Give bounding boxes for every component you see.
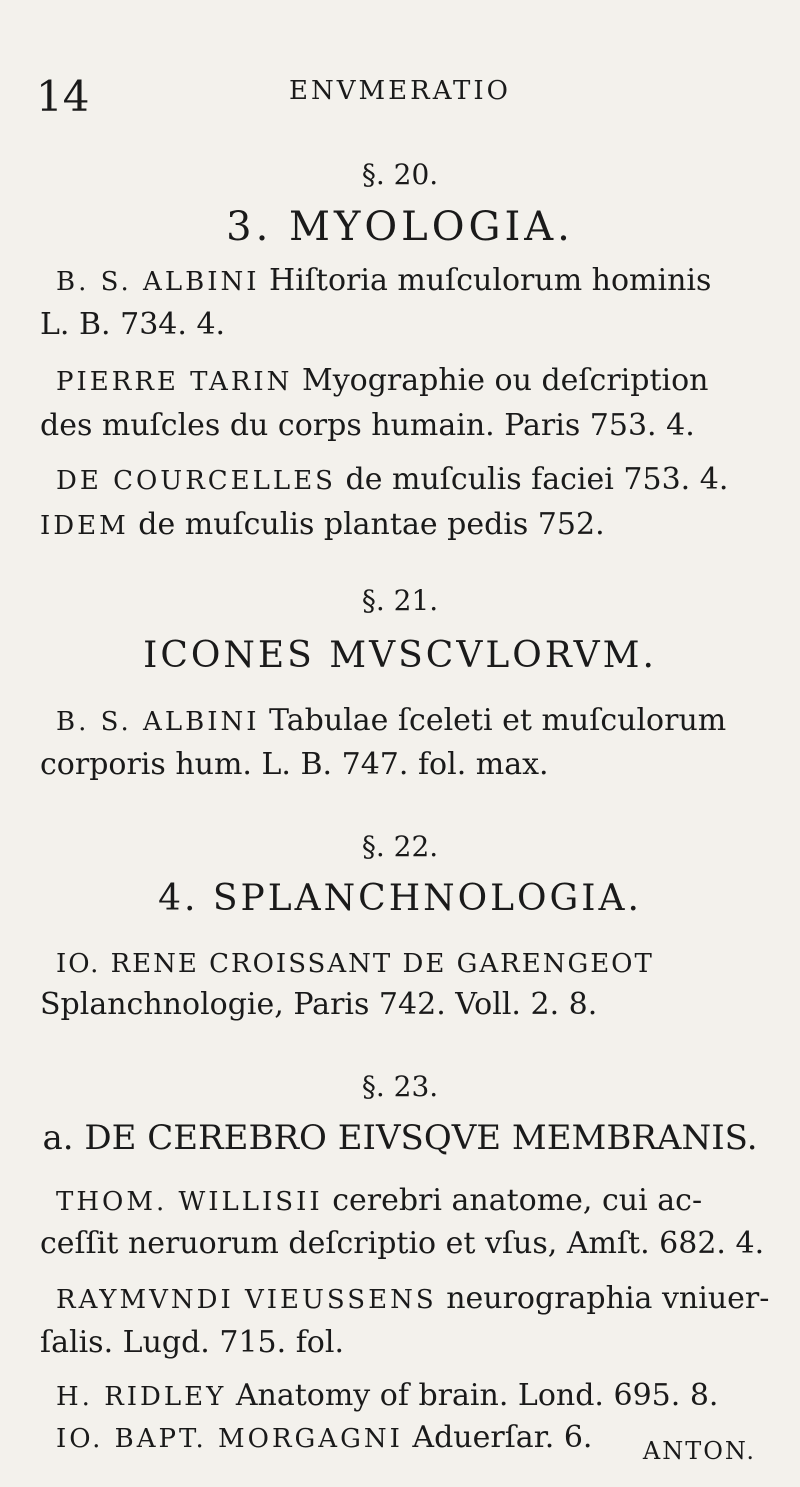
entry-continuation: corporis hum. L. B. 747. fol. max. — [40, 747, 549, 782]
entry-text: Anatomy of brain. Lond. 695. 8. — [235, 1378, 719, 1413]
entry-continuation: ſalis. Lugd. 715. fol. — [40, 1325, 344, 1360]
entry-courcelles — [56, 462, 728, 497]
entry-garengeot-author — [56, 945, 654, 980]
entry-text: Tabulae ſceleti et muſculorum — [269, 703, 727, 738]
entry-albini-tabulae — [56, 703, 726, 738]
entry-author: IO. RENE CROISSANT DE GARENGEOT — [56, 949, 654, 979]
entry-text: de muſculis faciei 753. 4. — [345, 462, 729, 497]
entry-author: RAYMVNDI VIEUSSENS — [56, 1285, 437, 1315]
running-title: ENVMERATIO — [289, 76, 511, 106]
section-title-icones: ICONES MVSCVLORVM. — [143, 635, 657, 676]
entry-morgagni — [56, 1420, 592, 1455]
catchword: ANTON. — [642, 1437, 756, 1465]
entry-author: IDEM — [40, 511, 129, 541]
entry-author: H. RIDLEY — [56, 1382, 227, 1412]
entry-continuation: ceſſit neruorum deſcriptio et vſus, Amſt. 682. 4. — [40, 1226, 765, 1261]
section-title-cerebro: a. DE CEREBRO EIVSQVE MEMBRANIS. — [42, 1118, 758, 1158]
section-mark-20: §. 20. — [361, 158, 439, 191]
entry-tarin — [56, 363, 709, 398]
entry-author: B. S. ALBINI — [56, 707, 260, 737]
entry-continuation: L. B. 734. 4. — [40, 307, 226, 342]
entry-text: neurographia vniuer- — [446, 1281, 770, 1316]
entry-albini-historia — [56, 263, 711, 298]
entry-idem — [40, 507, 605, 542]
section-mark-22: §. 22. — [361, 830, 439, 863]
entry-text: de muſculis plantae pedis 752. — [138, 507, 605, 542]
entry-author: B. S. ALBINI — [56, 267, 260, 297]
entry-willisii — [56, 1183, 702, 1218]
section-mark-23: §. 23. — [361, 1070, 439, 1103]
entry-author: PIERRE TARIN — [56, 367, 293, 397]
entry-text: Myographie ou deſcription — [301, 363, 709, 398]
entry-author: IO. BAPT. MORGAGNI — [56, 1424, 403, 1454]
section-title-myologia: 3. MYOLOGIA. — [226, 204, 574, 250]
entry-vieussens — [56, 1281, 769, 1316]
entry-text: Aduerſar. 6. — [412, 1420, 593, 1455]
entry-text: Hiſtoria muſculorum hominis — [269, 263, 712, 298]
entry-text: cerebri anatome, cui ac- — [332, 1183, 703, 1218]
entry-continuation: Splanchnologie, Paris 742. Voll. 2. 8. — [40, 987, 598, 1022]
entry-ridley — [56, 1378, 718, 1413]
entry-author: DE COURCELLES — [56, 466, 336, 496]
entry-author: THOM. WILLISII — [56, 1187, 323, 1217]
section-mark-21: §. 21. — [361, 584, 439, 617]
entry-continuation: des muſcles du corps humain. Paris 753. 4. — [40, 408, 695, 443]
page-number: 14 — [36, 72, 90, 121]
section-title-splanchnologia: 4. SPLANCHNOLOGIA. — [158, 878, 642, 919]
